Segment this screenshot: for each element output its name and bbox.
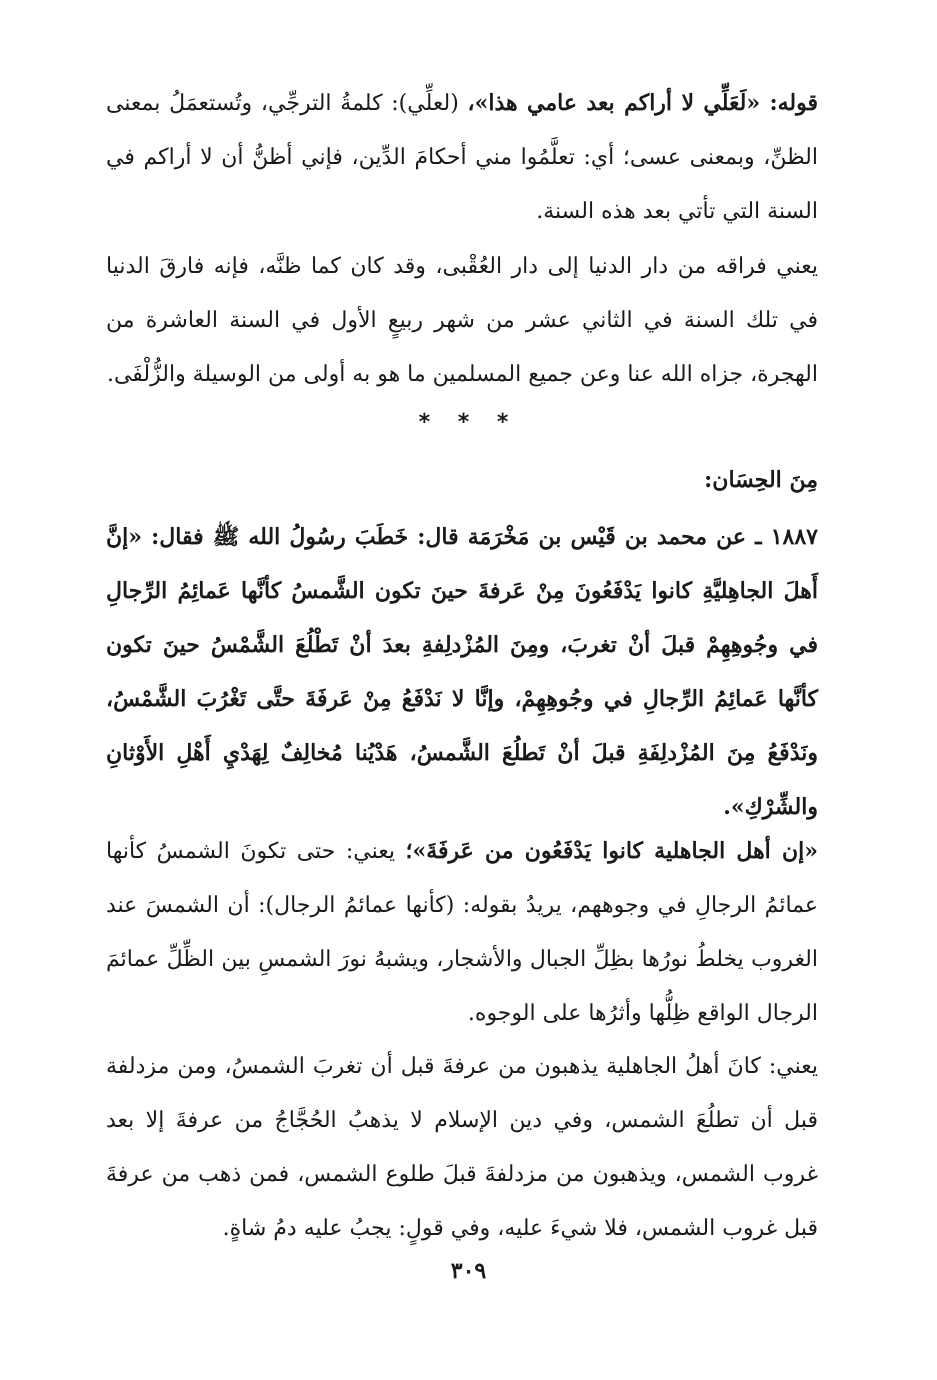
commentary-text: يعني فراقه من دار الدنيا إلى دار العُقْبى، وقد كان كما ظنَّه، فإنه فارقَ الدنيا في تلك السنة في الثاني عشر من شهر ربيعٍ الأول في السنة العاشرة من الهجرة، جزاه الله عنا وعن جميع المسلمين ما هو به أولى من الوسيلة والزُّلْفَى.	[106, 254, 818, 387]
hadith-block	[106, 510, 818, 834]
paragraph-commentary-4	[106, 1040, 818, 1256]
commentary-text: (لعلِّي): كلمةُ الترجِّي، وتُستعمَلُ بمعنى الظنِّ، وبمعنى عسى؛ أي: تعلَّمُوا مني أحكامَ الدِّين، فإني أظنُّ أن لا أراكم في السنة التي تأتي بعد هذه السنة.	[106, 91, 818, 224]
commentary-text: يعني: حتى تكونَ الشمسُ كأنها عمائمُ الرجالِ في وجوههم، يريدُ بقوله: (كأنها عمائمُ الرجال): أن الشمسَ عند الغروب يخلطُ نورُها بظِلِّ الجبال والأشجار، ويشبهُ نورَ الشمسِ بين الظِّلِّ عمائمَ الرجال الواقع ظِلُّها وأثرُها على الوجوه.	[106, 839, 818, 1026]
section-heading: مِنَ الحِسَان:	[704, 467, 818, 493]
commentary-text: يعني: كانَ أهلُ الجاهلية يذهبون من عرفةَ قبل أن تغربَ الشمسُ، ومن مزدلفة قبل أن تطلُعَ الشمس، وفي دين الإسلام لا يذهبُ الحُجَّاجُ من عرفةَ إلا بعد غروب الشمس، ويذهبون من مزدلفةَ قبلَ طلوع الشمس، فمن ذهب من عرفةَ قبل غروب الشمس، فلا شيءَ عليه، وفي قولٍ: يجبُ عليه دمُ شاةٍ.	[106, 1054, 818, 1241]
page-number: ٣٠٩	[450, 1258, 487, 1284]
paragraph-commentary-3	[106, 824, 818, 1041]
paragraph-commentary-1	[106, 76, 818, 239]
hadith-text: ١٨٨٧ ـ عن محمد بن قَيْس بن مَخْرَمَة قال: خَطَبَ رسُولُ الله ﷺ فقال: «إنَّ أَهلَ الجاهِليَّةِ كانوا يَدْفَعُونَ مِنْ عَرفةَ حينَ تكون الشَّمسُ كأنَّها عَمائِمُ الرِّجالِ في وجُوهِهِمْ قبلَ أنْ تغربَ، ومِنَ المُزْدلِفةِ بعدَ أنْ تَطْلُعَ الشَّمْسُ حينَ تكون كأنَّها عَمائِمُ الرِّجالِ في وجُوهِهِمْ، وإنَّا لا نَدْفَعُ مِنْ عَرفَةَ حتَّى تَغْرُبَ الشَّمْسُ، ونَدْفَعُ مِنَ المُزْدلِفَةِ قبلَ أنْ تَطلُعَ الشَّمسُ، هَدْيُنا مُخالِفٌ لِهَدْيِ أَهْلِ الأَوْثانِ والشِّرْكِ».	[106, 524, 818, 820]
commentary-quote-lead: قوله: «لَعَلِّي لا أراكم بعد عامي هذا»،	[467, 90, 818, 116]
paragraph-commentary-2	[106, 240, 818, 402]
commentary-quote-lead: «إن أهل الجاهلية كانوا يَدْفَعُون من عَرفَةَ»؛	[405, 838, 818, 864]
section-separator: * * *	[418, 410, 519, 435]
